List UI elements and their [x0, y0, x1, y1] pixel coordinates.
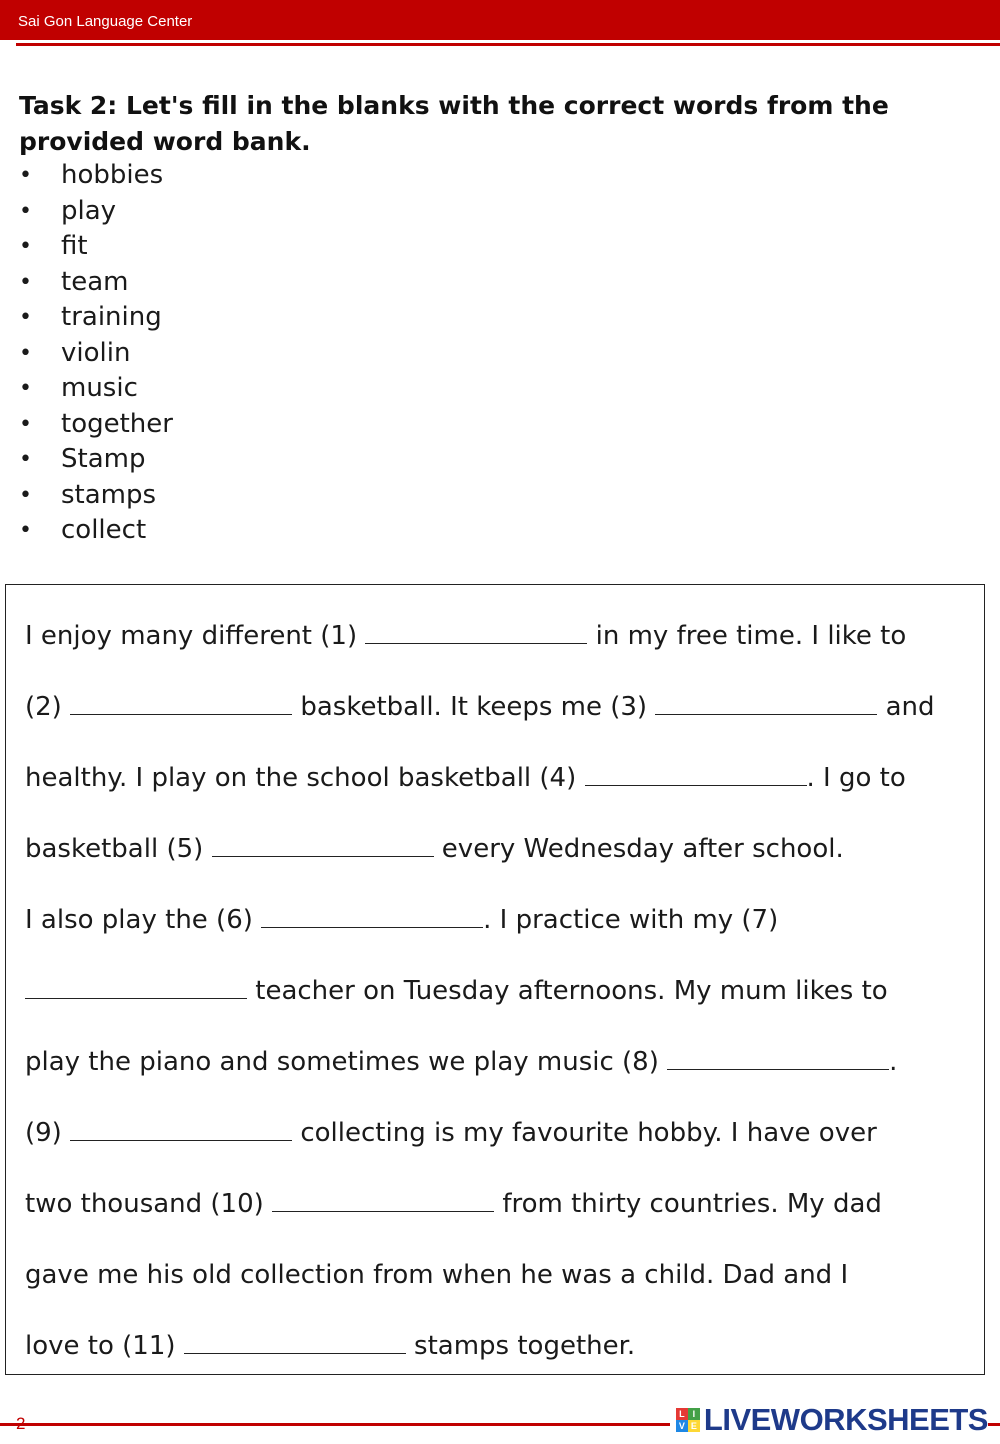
liveworksheets-logo — [670, 1400, 988, 1440]
passage-line: two thousand (10) from thirty countries. My dad — [25, 1189, 882, 1219]
header-title: Sai Gon Language Center — [18, 13, 193, 30]
bullet-icon: • — [19, 482, 32, 508]
word-bank — [19, 158, 173, 549]
passage-line: I also play the (6) . I practice with my (7) — [25, 905, 779, 935]
passage-line: basketball (5) every Wednesday after school. — [25, 834, 844, 864]
answer-blank-6[interactable] — [261, 903, 483, 928]
word-bank-item: • fit — [19, 229, 173, 265]
word-bank-item: • violin — [19, 336, 173, 372]
bullet-icon: • — [19, 269, 32, 295]
word-bank-item: • music — [19, 371, 173, 407]
page-number: 2 — [16, 1414, 26, 1433]
passage-line: I enjoy many different (1) in my free time. I like to — [25, 621, 907, 651]
task-title: Task 2: Let's fill in the blanks with the correct words from the provided word bank. — [19, 91, 889, 156]
passage-line: love to (11) stamps together. — [25, 1331, 636, 1361]
answer-blank-11[interactable] — [184, 1329, 406, 1354]
word-bank-item: • training — [19, 300, 173, 336]
passage-line: (9) collecting is my favourite hobby. I have over — [25, 1118, 877, 1148]
answer-blank-2[interactable] — [70, 690, 292, 715]
header-divider — [16, 43, 1000, 46]
word-bank-item: • hobbies — [19, 158, 173, 194]
answer-blank-8[interactable] — [667, 1045, 889, 1070]
word-bank-item: • stamps — [19, 478, 173, 514]
answer-blank-9[interactable] — [70, 1116, 292, 1141]
answer-blank-5[interactable] — [212, 832, 434, 857]
word-bank-item: • Stamp — [19, 442, 173, 478]
bullet-icon: • — [19, 411, 32, 437]
passage-box — [5, 584, 985, 1375]
passage-line: healthy. I play on the school basketball (4) . I go to — [25, 763, 906, 793]
logo-mark-icon: L I V E — [676, 1408, 700, 1432]
bullet-icon: • — [19, 198, 32, 224]
word-bank-item: • play — [19, 194, 173, 230]
answer-blank-7[interactable] — [25, 974, 247, 999]
header-band — [0, 0, 1000, 40]
word-bank-item: • together — [19, 407, 173, 443]
word-bank-item: • collect — [19, 513, 173, 549]
passage-line: play the piano and sometimes we play music (8) . — [25, 1047, 898, 1077]
bullet-icon: • — [19, 163, 32, 188]
answer-blank-10[interactable] — [272, 1187, 494, 1212]
word-bank-item: • team — [19, 265, 173, 301]
passage-line: gave me his old collection from when he was a child. Dad and I — [25, 1260, 849, 1290]
bullet-icon: • — [19, 234, 32, 259]
passage-line: teacher on Tuesday afternoons. My mum likes to — [25, 971, 888, 1011]
bullet-icon: • — [19, 518, 32, 543]
answer-blank-4[interactable] — [585, 761, 807, 786]
bullet-icon: • — [19, 305, 32, 330]
logo-text: LIVEWORKSHEETS — [703, 1402, 988, 1437]
bullet-icon: • — [19, 340, 32, 366]
answer-blank-1[interactable] — [365, 619, 587, 644]
bullet-icon: • — [19, 376, 32, 401]
bullet-icon: • — [19, 447, 32, 472]
answer-blank-3[interactable] — [655, 690, 877, 715]
passage-line: (2) basketball. It keeps me (3) and — [25, 692, 935, 722]
